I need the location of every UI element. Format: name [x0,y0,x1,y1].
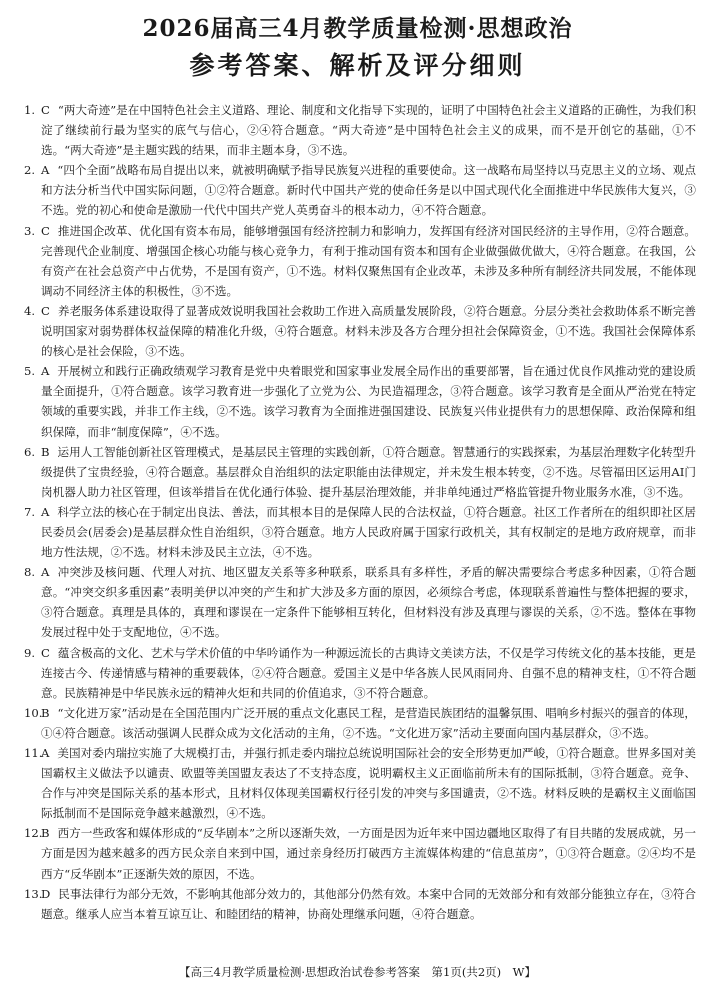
answer-item-3 [24,221,696,301]
answer-item-13 [24,884,696,924]
item-number: 5. [24,364,36,379]
item-explanation: 民事法律行为部分无效，不影响其他部分效力的，其他部分仍然有效。本案中合同的无效部分和有效部分能独立存在，③符合题意。继承人应当本着互谅互让、和睦团结的精神，协商处理继承问题，④符合题意。 [41,886,696,921]
answer-item-12 [24,823,696,883]
item-answer: B [41,705,50,720]
item-number: 7. [24,504,36,519]
item-number: 6. [24,444,36,459]
answer-item-2 [24,160,696,220]
answer-item-5 [24,361,696,441]
item-answer: A [41,746,50,760]
answer-item-6 [24,442,696,502]
item-answer: C [41,303,50,318]
item-explanation: 冲突涉及核问题、代理人对抗、地区盟友关系等多种联系，联系具有多样性，矛盾的解决需要综合考虑多种因素，①符合题意。“冲突交织多重因素”表明美伊以冲突的产生和扩大涉及多方面的原因，必须综合考虑，体现联系普遍性与整体把握的要求，③符合题意。真理是具体的，真理和谬误在一定条件下能够相互转化，但材料没有涉及真理与谬误的关系，②不选。整体在事物发展过程中处于支配地位，④不选。 [41,565,696,640]
item-answer: C [41,645,50,660]
item-explanation: 推进国企改革、优化国有资本布局，能够增强国有经济控制力和影响力，发挥国有经济对国民经济的主导作用，②符合题意。完善现代企业制度、增强国企核心功能与核心竞争力，有利于推动国有资本和国有企业做强做优做大，④符合题意。在我国，公有资产在社会总资产中占优势，不是国有资产，①不选。材料仅聚焦国有企业改革，未涉及多种所有制经济共同发展，不能体现调动不同经济主体的积极性，③不选。 [41,223,696,298]
item-answer: A [41,504,50,519]
item-number: 1. [24,103,36,117]
answer-item-11 [24,743,696,823]
item-explanation: “两大奇迹”是在中国特色社会主义道路、理论、制度和文化指导下实现的，证明了中国特色社会主义道路的正确性，为我们积淀了继续前行最为坚实的底气与信心，②④符合题意。“两大奇迹”是中国特色社会主义的成果，而不是开创它的基础，①不选。“两大奇迹”是主题实践的结果，而非主题本身，③不选。 [41,103,696,158]
item-number: 11. [24,746,43,760]
answer-list [24,100,696,924]
item-explanation: 西方一些政客和媒体形成的“反华剧本”之所以逐渐失效，一方面是因为近年来中国边疆地区取得了有目共睹的发展成就，另一方面是因为越来越多的西方民众亲自来到中国，通过亲身经历打破西方主流媒体构建的“信息茧房”，①③符合题意。②④均不是西方“反华剧本”正逐渐失效的原因，不选。 [41,826,696,881]
item-number: 3. [24,223,36,238]
item-explanation: “四个全面”战略布局自提出以来，就被明确赋予指导民族复兴进程的重要使命。这一战略布局坚持以马克思主义的立场、观点和方法分析当代中国实际问题，①②符合题意。新时代中国共产党的使命任务是以中国式现代化全面推进中华民族伟大复兴，③不选。党的初心和使命是激励一代代中国共产党人英勇奋斗的根本动力，④不符合题意。 [41,163,696,218]
item-number: 8. [24,565,36,580]
item-explanation: 运用人工智能创新社区管理模式，是基层民主管理的实践创新，①符合题意。智慧通行的实践探索，为基层治理数字化转型升级提供了宝贵经验，④符合题意。基层群众自治组织的法定职能由法律规定，并未发生根本转变，②不选。尽管福田区运用AI门岗机器人助力社区管理，但该举措旨在优化通行体验、提升基层治理效能，并非单纯通过严格监管提升物业服务水准，③不选。 [41,444,696,499]
document-title: 2026届高三4月教学质量检测·思想政治 [142,15,573,42]
answer-item-8 [24,562,696,642]
document-subtitle: 参考答案、解析及评分细则 [189,51,526,80]
answer-item-1 [24,100,696,160]
item-explanation: 养老服务体系建设取得了显著成效说明我国社会救助工作进入高质量发展阶段，②符合题意。分层分类社会救助体系不断完善说明国家对弱势群体权益保障的精准化升级，④符合题意。材料未涉及各方合理分担社会保障资金，①不选。我国社会保障体系的核心是社会保险，③不选。 [41,303,696,359]
item-number: 4. [24,303,36,318]
item-number: 13. [24,886,43,901]
answer-item-7 [24,502,696,562]
item-answer: D [41,886,51,901]
item-answer: B [41,826,50,841]
answer-item-10 [24,703,696,743]
item-number: 9. [24,645,36,660]
item-explanation: 美国对委内瑞拉实施了大规模打击，并强行抓走委内瑞拉总统说明国际社会的安全形势更加严峻，①符合题意。世界多国对美国霸权主义做法予以谴责、欧盟等美国盟友表达了不支持态度，说明霸权主义正面临前所未有的国际抵制，③符合题意。竞争、合作与冲突是国际关系的基本形式，且材料仅体现美国霸权行径引发的冲突与多国谴责，②不选。材料反映的是霸权主义面临国际抵制而不是国际竞争越来越激烈，④不选。 [41,746,696,821]
item-answer: A [41,565,50,580]
item-answer: C [41,103,50,117]
item-explanation: “文化进万家”活动是在全国范围内广泛开展的重点文化惠民工程，是营造民族团结的温馨氛围、唱响乡村振兴的强音的体现，①④符合题意。该活动强调人民群众成为文化活动的主角，②不选。“文化进万家”活动主要面向国内基层群众，③不选。 [41,705,696,740]
item-number: 10. [24,705,43,720]
answer-item-9 [24,643,696,703]
item-answer: A [41,364,50,379]
item-explanation: 蕴含极高的文化、艺术与学术价值的中华吟诵作为一种源远流长的古典诗文美读方法，不仅是学习传统文化的基本技能，更是连接古今、传递情感与精神的重要载体，②④符合题意。爱国主义是中华各族人民风雨同舟、自强不息的精神支柱，①不符合题意。民族精神是中华民族永远的精神火炬和共同的价值追求，③不符合题意。 [41,645,696,700]
item-answer: A [41,163,50,178]
answer-item-4 [24,301,696,361]
page-footer: 【高三4月教学质量检测·思想政治试卷参考答案 第1页(共2页) W】 [179,965,536,979]
item-answer: C [41,223,50,238]
item-explanation: 科学立法的核心在于制定出良法、善法，而其根本目的是保障人民的合法权益，①符合题意。社区工作者所在的组织即社区居民委员会(居委会)是基层群众性自治组织，③符合题意。地方人民政府属于国家行政机关，其有权制定的是地方政府规章，而非地方性法规，②不选。材料未涉及民主立法，④不选。 [41,504,696,560]
item-number: 2. [24,163,36,178]
item-number: 12. [24,826,43,841]
item-answer: B [41,444,50,459]
item-explanation: 开展树立和践行正确政绩观学习教育是党中央着眼党和国家事业发展全局作出的重要部署，旨在通过优良作风推动党的建设质量全面提升，①符合题意。该学习教育进一步强化了立党为公、为民造福理念，③符合题意。该学习教育是全面从严治党在特定领域的重要实践，并非工作主线，②不选。该学习教育为全面推进强国建设、民族复兴伟业提供有力的思想保障、政治保障和组织保障，而非“制度保障”，④不选。 [41,364,696,439]
